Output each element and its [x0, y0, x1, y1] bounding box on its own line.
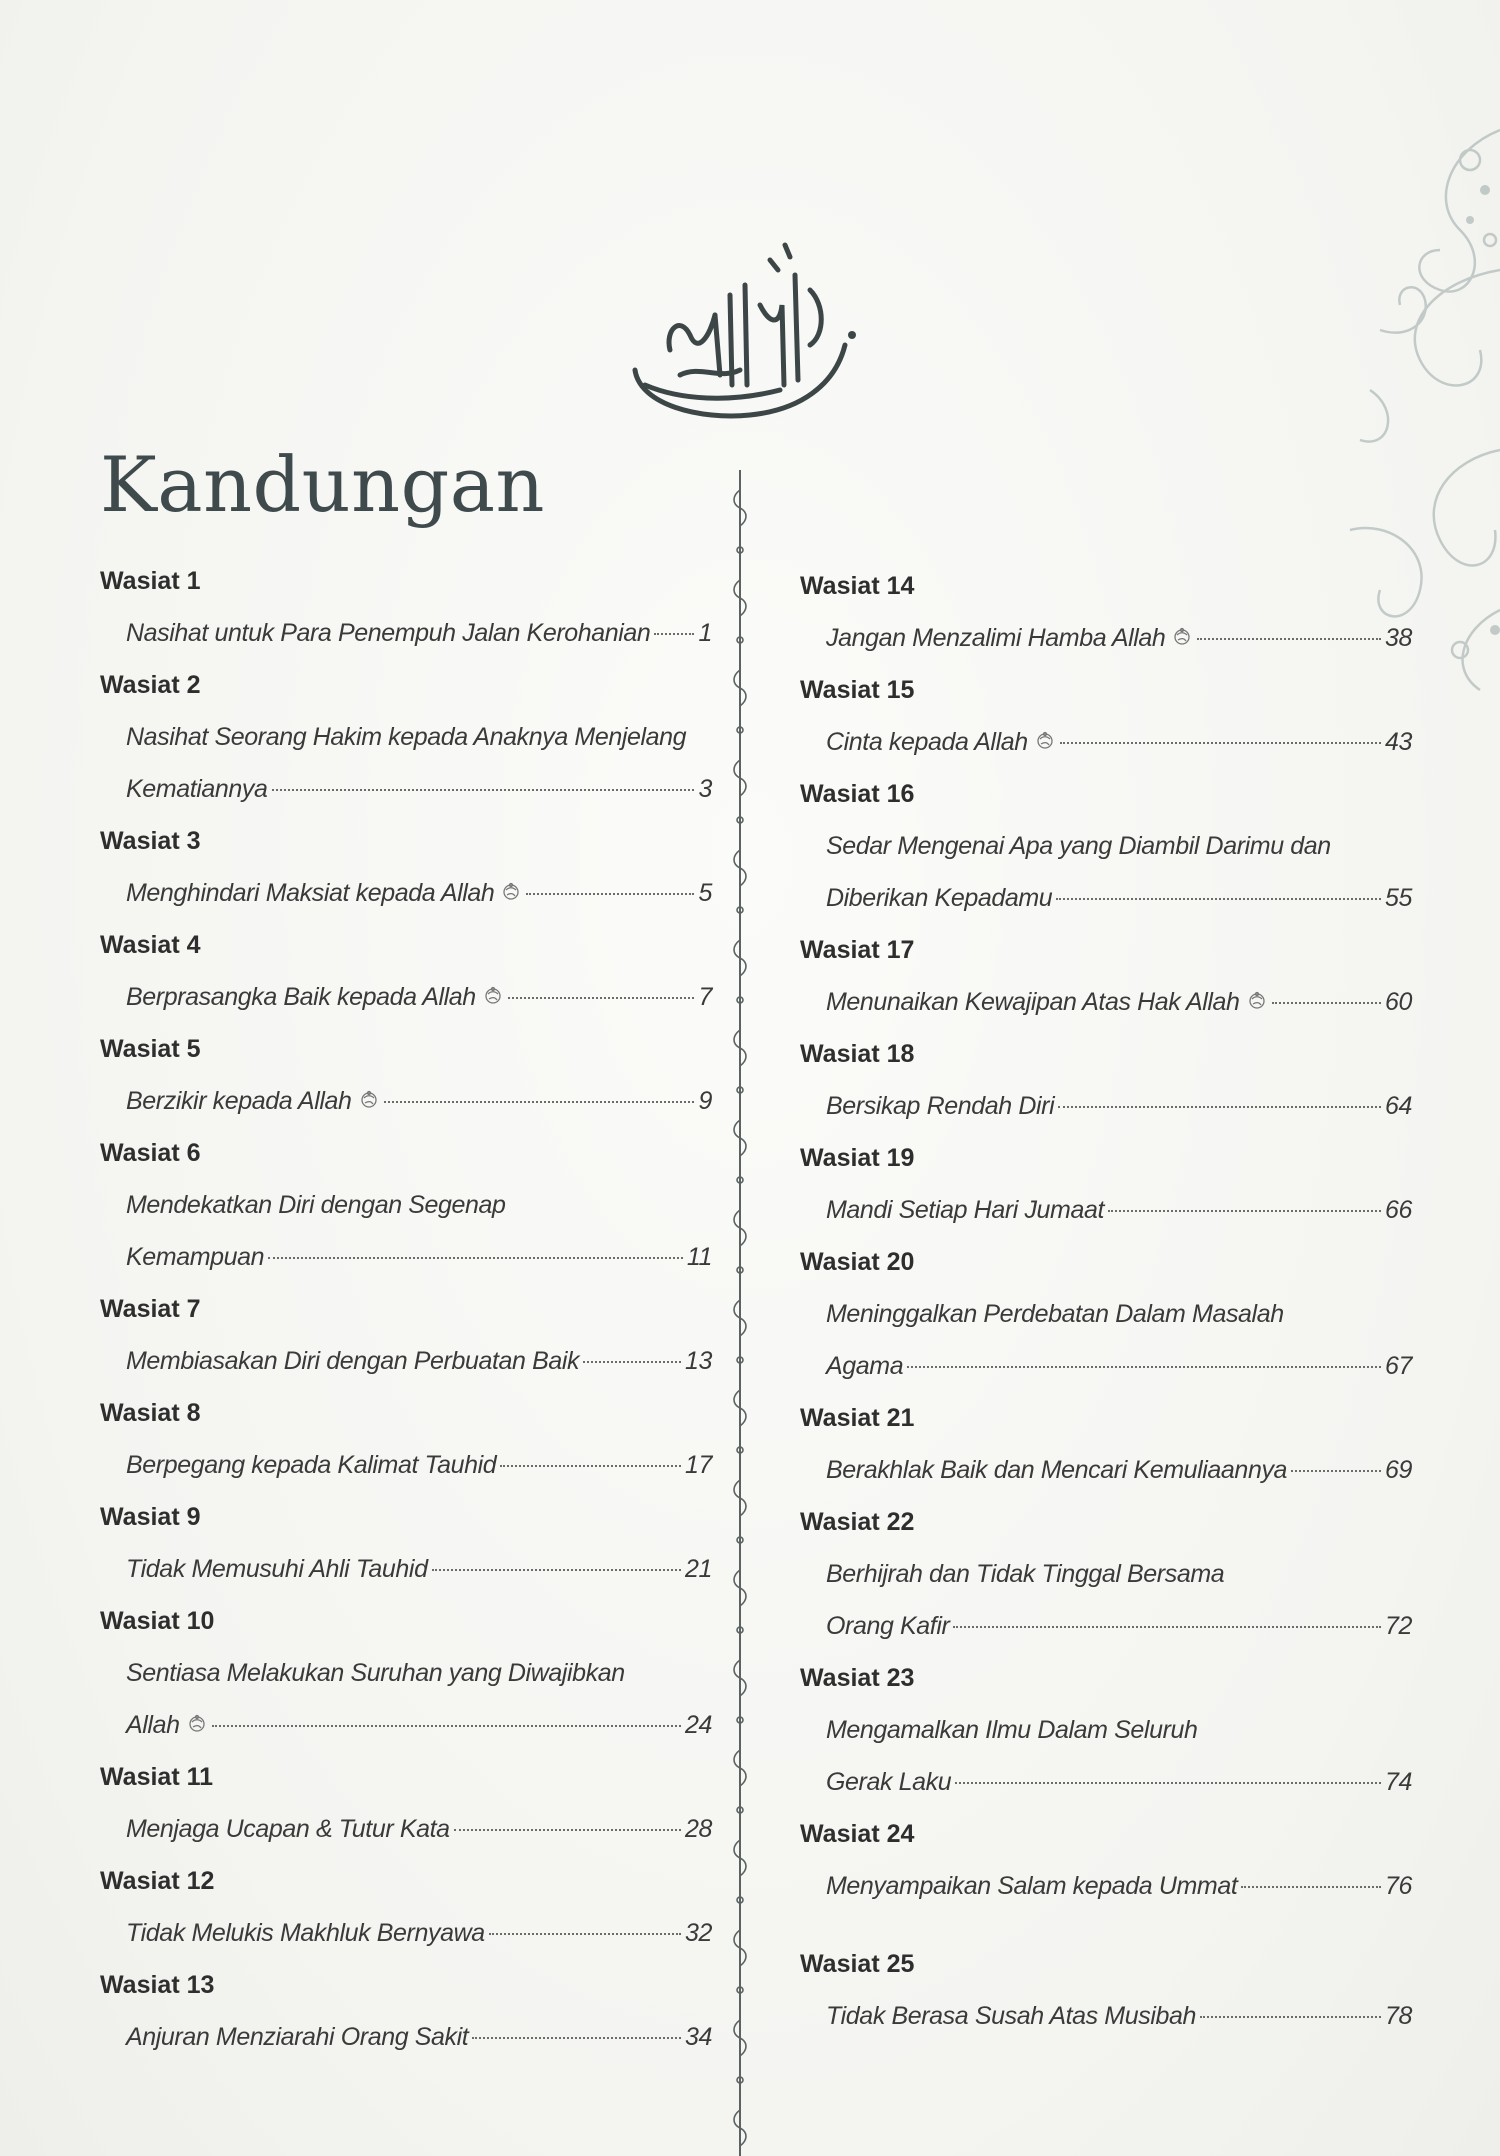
swt-honorific-icon [186, 1701, 208, 1723]
toc-entry[interactable] [800, 1392, 1412, 1496]
toc-entry-line[interactable] [100, 1335, 712, 1387]
dot-leader [212, 1725, 681, 1727]
toc-entry-line[interactable] [800, 872, 1412, 924]
toc-entry-heading: Wasiat 13 [100, 1971, 215, 1999]
dot-leader [1291, 1470, 1381, 1472]
toc-entry-line[interactable] [100, 1699, 712, 1751]
toc-page-number: 60 [1384, 988, 1412, 1016]
entry-spacer [800, 1912, 1412, 1938]
basmala-calligraphy-icon [620, 235, 860, 435]
toc-page-number: 67 [1384, 1352, 1412, 1380]
toc-entry-line[interactable] [100, 1231, 712, 1283]
toc-entry-line[interactable] [800, 976, 1412, 1028]
toc-entry-title: Diberikan Kepadamu [826, 884, 1053, 912]
dot-leader [1058, 1106, 1381, 1108]
dot-leader [583, 1361, 681, 1363]
toc-entry[interactable] [100, 1855, 712, 1959]
swt-honorific-icon [358, 1077, 380, 1099]
toc-entry-title: Menunaikan Kewajipan Atas Hak Allah [826, 988, 1240, 1016]
toc-entry-line[interactable] [800, 1600, 1412, 1652]
toc-entry-line[interactable] [100, 1647, 712, 1699]
toc-entry-line[interactable] [800, 1990, 1412, 2042]
toc-page-number: 28 [684, 1815, 712, 1843]
toc-entry[interactable] [800, 924, 1412, 1028]
dot-leader [1108, 1210, 1381, 1212]
toc-entry-heading: Wasiat 5 [100, 1035, 201, 1063]
toc-entry-heading: Wasiat 1 [100, 567, 201, 595]
toc-page-number: 74 [1384, 1768, 1412, 1796]
swt-honorific-icon [500, 869, 522, 891]
toc-entry-title: Berpegang kepada Kalimat Tauhid [126, 1451, 497, 1479]
toc-page-number: 76 [1384, 1872, 1412, 1900]
toc-entry-heading: Wasiat 20 [800, 1248, 915, 1276]
dot-leader [500, 1465, 681, 1467]
toc-entry-line[interactable] [800, 1288, 1412, 1340]
toc-entry-line[interactable] [800, 820, 1412, 872]
toc-entry-line[interactable] [800, 1704, 1412, 1756]
toc-entry-heading: Wasiat 18 [800, 1040, 915, 1068]
dot-leader [1272, 1002, 1381, 1004]
toc-page-number: 69 [1384, 1456, 1412, 1484]
toc-entry-heading: Wasiat 12 [100, 1867, 215, 1895]
toc-entry-line[interactable] [100, 607, 712, 659]
swt-honorific-icon [1246, 978, 1268, 1000]
toc-entry-line[interactable] [100, 971, 712, 1023]
toc-entry-heading: Wasiat 9 [100, 1503, 201, 1531]
dot-leader [953, 1626, 1381, 1628]
dot-leader [1241, 1886, 1381, 1888]
toc-entry-title: Gerak Laku [826, 1768, 952, 1796]
toc-entry[interactable] [800, 664, 1412, 768]
toc-entry-heading: Wasiat 6 [100, 1139, 201, 1167]
toc-entry[interactable] [100, 1127, 712, 1283]
toc-entry-heading: Wasiat 24 [800, 1820, 915, 1848]
toc-entry-title: Berhijrah dan Tidak Tinggal Bersama [826, 1560, 1225, 1588]
toc-entry-title: Mengamalkan Ilmu Dalam Seluruh [826, 1716, 1198, 1744]
toc-page-number: 1 [698, 619, 712, 647]
toc-entry-line[interactable] [100, 763, 712, 815]
toc-entry-title: Jangan Menzalimi Hamba Allah [826, 624, 1166, 652]
dot-leader [508, 997, 695, 999]
toc-entry-title: Nasihat untuk Para Penempuh Jalan Kerohanian [126, 619, 651, 647]
toc-entry[interactable] [800, 768, 1412, 924]
dot-leader [384, 1101, 695, 1103]
toc-entry-heading: Wasiat 11 [100, 1763, 214, 1791]
toc-page-number: 24 [684, 1711, 712, 1739]
toc-entry-line[interactable] [800, 1184, 1412, 1236]
toc-entry-heading: Wasiat 15 [800, 676, 915, 704]
toc-page-number: 34 [684, 2023, 712, 2051]
toc-entry[interactable] [800, 1028, 1412, 1132]
dot-leader [907, 1366, 1381, 1368]
toc-entry-line[interactable] [800, 1860, 1412, 1912]
toc-entry-title: Allah [126, 1711, 180, 1739]
toc-right-column [800, 560, 1412, 2042]
toc-entry-heading: Wasiat 10 [100, 1607, 215, 1635]
toc-entry-title: Berprasangka Baik kepada Allah [126, 983, 476, 1011]
dot-leader [272, 789, 695, 791]
toc-entry-line[interactable] [800, 1340, 1412, 1392]
toc-page-number: 64 [1384, 1092, 1412, 1120]
swt-honorific-icon [1034, 718, 1056, 740]
toc-entry[interactable] [100, 1959, 712, 2063]
toc-entry-heading: Wasiat 4 [100, 931, 201, 959]
toc-entry-line[interactable] [100, 1179, 712, 1231]
toc-entry-line[interactable] [100, 2011, 712, 2063]
toc-entry-title: Meninggalkan Perdebatan Dalam Masalah [826, 1300, 1284, 1328]
toc-entry-title: Menjaga Ucapan & Tutur Kata [126, 1815, 450, 1843]
toc-entry-title: Sedar Mengenai Apa yang Diambil Darimu dan [826, 832, 1331, 860]
dot-leader [1056, 898, 1381, 900]
toc-entry-title: Nasihat Seorang Hakim kepada Anaknya Menjelang [126, 723, 687, 751]
toc-entry[interactable] [800, 1938, 1412, 2042]
toc-entry-title: Berzikir kepada Allah [126, 1087, 352, 1115]
toc-entry-title: Kematiannya [126, 775, 268, 803]
toc-entry-heading: Wasiat 14 [800, 572, 915, 600]
toc-entry-heading: Wasiat 3 [100, 827, 201, 855]
swt-honorific-icon [482, 973, 504, 995]
toc-entry[interactable] [800, 1132, 1412, 1236]
dot-leader [1060, 742, 1381, 744]
swt-honorific-icon [1171, 614, 1193, 636]
toc-entry-title: Berakhlak Baik dan Mencari Kemuliaannya [826, 1456, 1288, 1484]
toc-page-number: 78 [1384, 2002, 1412, 2030]
dot-leader [654, 633, 694, 635]
dot-leader [268, 1257, 683, 1259]
toc-entry[interactable] [800, 1236, 1412, 1392]
toc-entry-heading: Wasiat 17 [800, 936, 915, 964]
dot-leader [526, 893, 694, 895]
toc-page-number: 55 [1384, 884, 1412, 912]
toc-entry-line[interactable] [100, 867, 712, 919]
toc-entry[interactable] [100, 1283, 712, 1387]
toc-entry-line[interactable] [800, 612, 1412, 664]
toc-page-number: 21 [684, 1555, 712, 1583]
toc-entry[interactable] [100, 1387, 712, 1491]
toc-entry-title: Bersikap Rendah Diri [826, 1092, 1055, 1120]
toc-page-number: 66 [1384, 1196, 1412, 1224]
dot-leader [489, 1933, 681, 1935]
toc-entry[interactable] [100, 1491, 712, 1595]
toc-entry-heading: Wasiat 19 [800, 1144, 915, 1172]
toc-entry-title: Menyampaikan Salam kepada Ummat [826, 1872, 1238, 1900]
toc-page-number: 11 [686, 1243, 712, 1271]
toc-entry-line[interactable] [100, 1439, 712, 1491]
dot-leader [1197, 638, 1381, 640]
toc-left-column [100, 555, 712, 2063]
toc-entry[interactable] [100, 1595, 712, 1751]
toc-entry-title: Tidak Memusuhi Ahli Tauhid [126, 1555, 428, 1583]
toc-entry-title: Agama [826, 1352, 904, 1380]
dot-leader [432, 1569, 681, 1571]
toc-entry[interactable] [800, 1496, 1412, 1652]
toc-entry[interactable] [100, 919, 712, 1023]
toc-entry[interactable] [800, 1808, 1412, 1912]
toc-entry-title: Mendekatkan Diri dengan Segenap [126, 1191, 506, 1219]
toc-page-number: 7 [698, 983, 712, 1011]
toc-entry-line[interactable] [100, 1907, 712, 1959]
toc-entry[interactable] [100, 1751, 712, 1855]
toc-entry[interactable] [100, 1023, 712, 1127]
page-title: Kandungan [100, 440, 545, 529]
toc-entry-line[interactable] [100, 1803, 712, 1855]
toc-entry-line[interactable] [100, 1543, 712, 1595]
dot-leader [472, 2037, 681, 2039]
toc-entry-heading: Wasiat 7 [100, 1295, 201, 1323]
dot-leader [454, 1829, 681, 1831]
toc-page-number: 13 [684, 1347, 712, 1375]
toc-page-number: 17 [684, 1451, 712, 1479]
toc-entry-line[interactable] [800, 1444, 1412, 1496]
toc-page-number: 38 [1384, 624, 1412, 652]
toc-entry-line[interactable] [800, 1080, 1412, 1132]
toc-entry-heading: Wasiat 22 [800, 1508, 915, 1536]
toc-entry-title: Kemampuan [126, 1243, 265, 1271]
toc-entry-title: Tidak Melukis Makhluk Bernyawa [126, 1919, 485, 1947]
toc-entry-line[interactable] [800, 1756, 1412, 1808]
toc-entry-heading: Wasiat 23 [800, 1664, 915, 1692]
toc-entry-title: Menghindari Maksiat kepada Allah [126, 879, 495, 907]
toc-entry-heading: Wasiat 2 [100, 671, 201, 699]
toc-entry-heading: Wasiat 25 [800, 1950, 915, 1978]
toc-entry[interactable] [800, 1652, 1412, 1808]
toc-entry-title: Cinta kepada Allah [826, 728, 1028, 756]
toc-entry-heading: Wasiat 21 [800, 1404, 915, 1432]
dot-leader [1200, 2016, 1381, 2018]
toc-entry-title: Tidak Berasa Susah Atas Musibah [826, 2002, 1196, 2030]
dot-leader [955, 1782, 1381, 1784]
toc-entry[interactable] [100, 555, 712, 659]
toc-entry-line[interactable] [100, 711, 712, 763]
toc-entry[interactable] [100, 815, 712, 919]
toc-entry-title: Orang Kafir [826, 1612, 950, 1640]
toc-page-number: 72 [1384, 1612, 1412, 1640]
toc-page-number: 32 [684, 1919, 712, 1947]
toc-entry-title: Membiasakan Diri dengan Perbuatan Baik [126, 1347, 580, 1375]
toc-entry-line[interactable] [800, 1548, 1412, 1600]
toc-page-number: 43 [1384, 728, 1412, 756]
toc-entry-title: Sentiasa Melakukan Suruhan yang Diwajibkan [126, 1659, 625, 1687]
toc-entry-heading: Wasiat 16 [800, 780, 915, 808]
toc-entry[interactable] [100, 659, 712, 815]
toc-page-number: 5 [698, 879, 712, 907]
toc-entry-title: Mandi Setiap Hari Jumaat [826, 1196, 1105, 1224]
toc-entry[interactable] [800, 560, 1412, 664]
toc-entry-line[interactable] [800, 716, 1412, 768]
toc-page-number: 3 [698, 775, 712, 803]
toc-page-number: 9 [698, 1087, 712, 1115]
toc-entry-title: Anjuran Menziarahi Orang Sakit [126, 2023, 469, 2051]
toc-entry-heading: Wasiat 8 [100, 1399, 201, 1427]
ornamental-divider-icon [725, 470, 755, 2156]
toc-entry-line[interactable] [100, 1075, 712, 1127]
